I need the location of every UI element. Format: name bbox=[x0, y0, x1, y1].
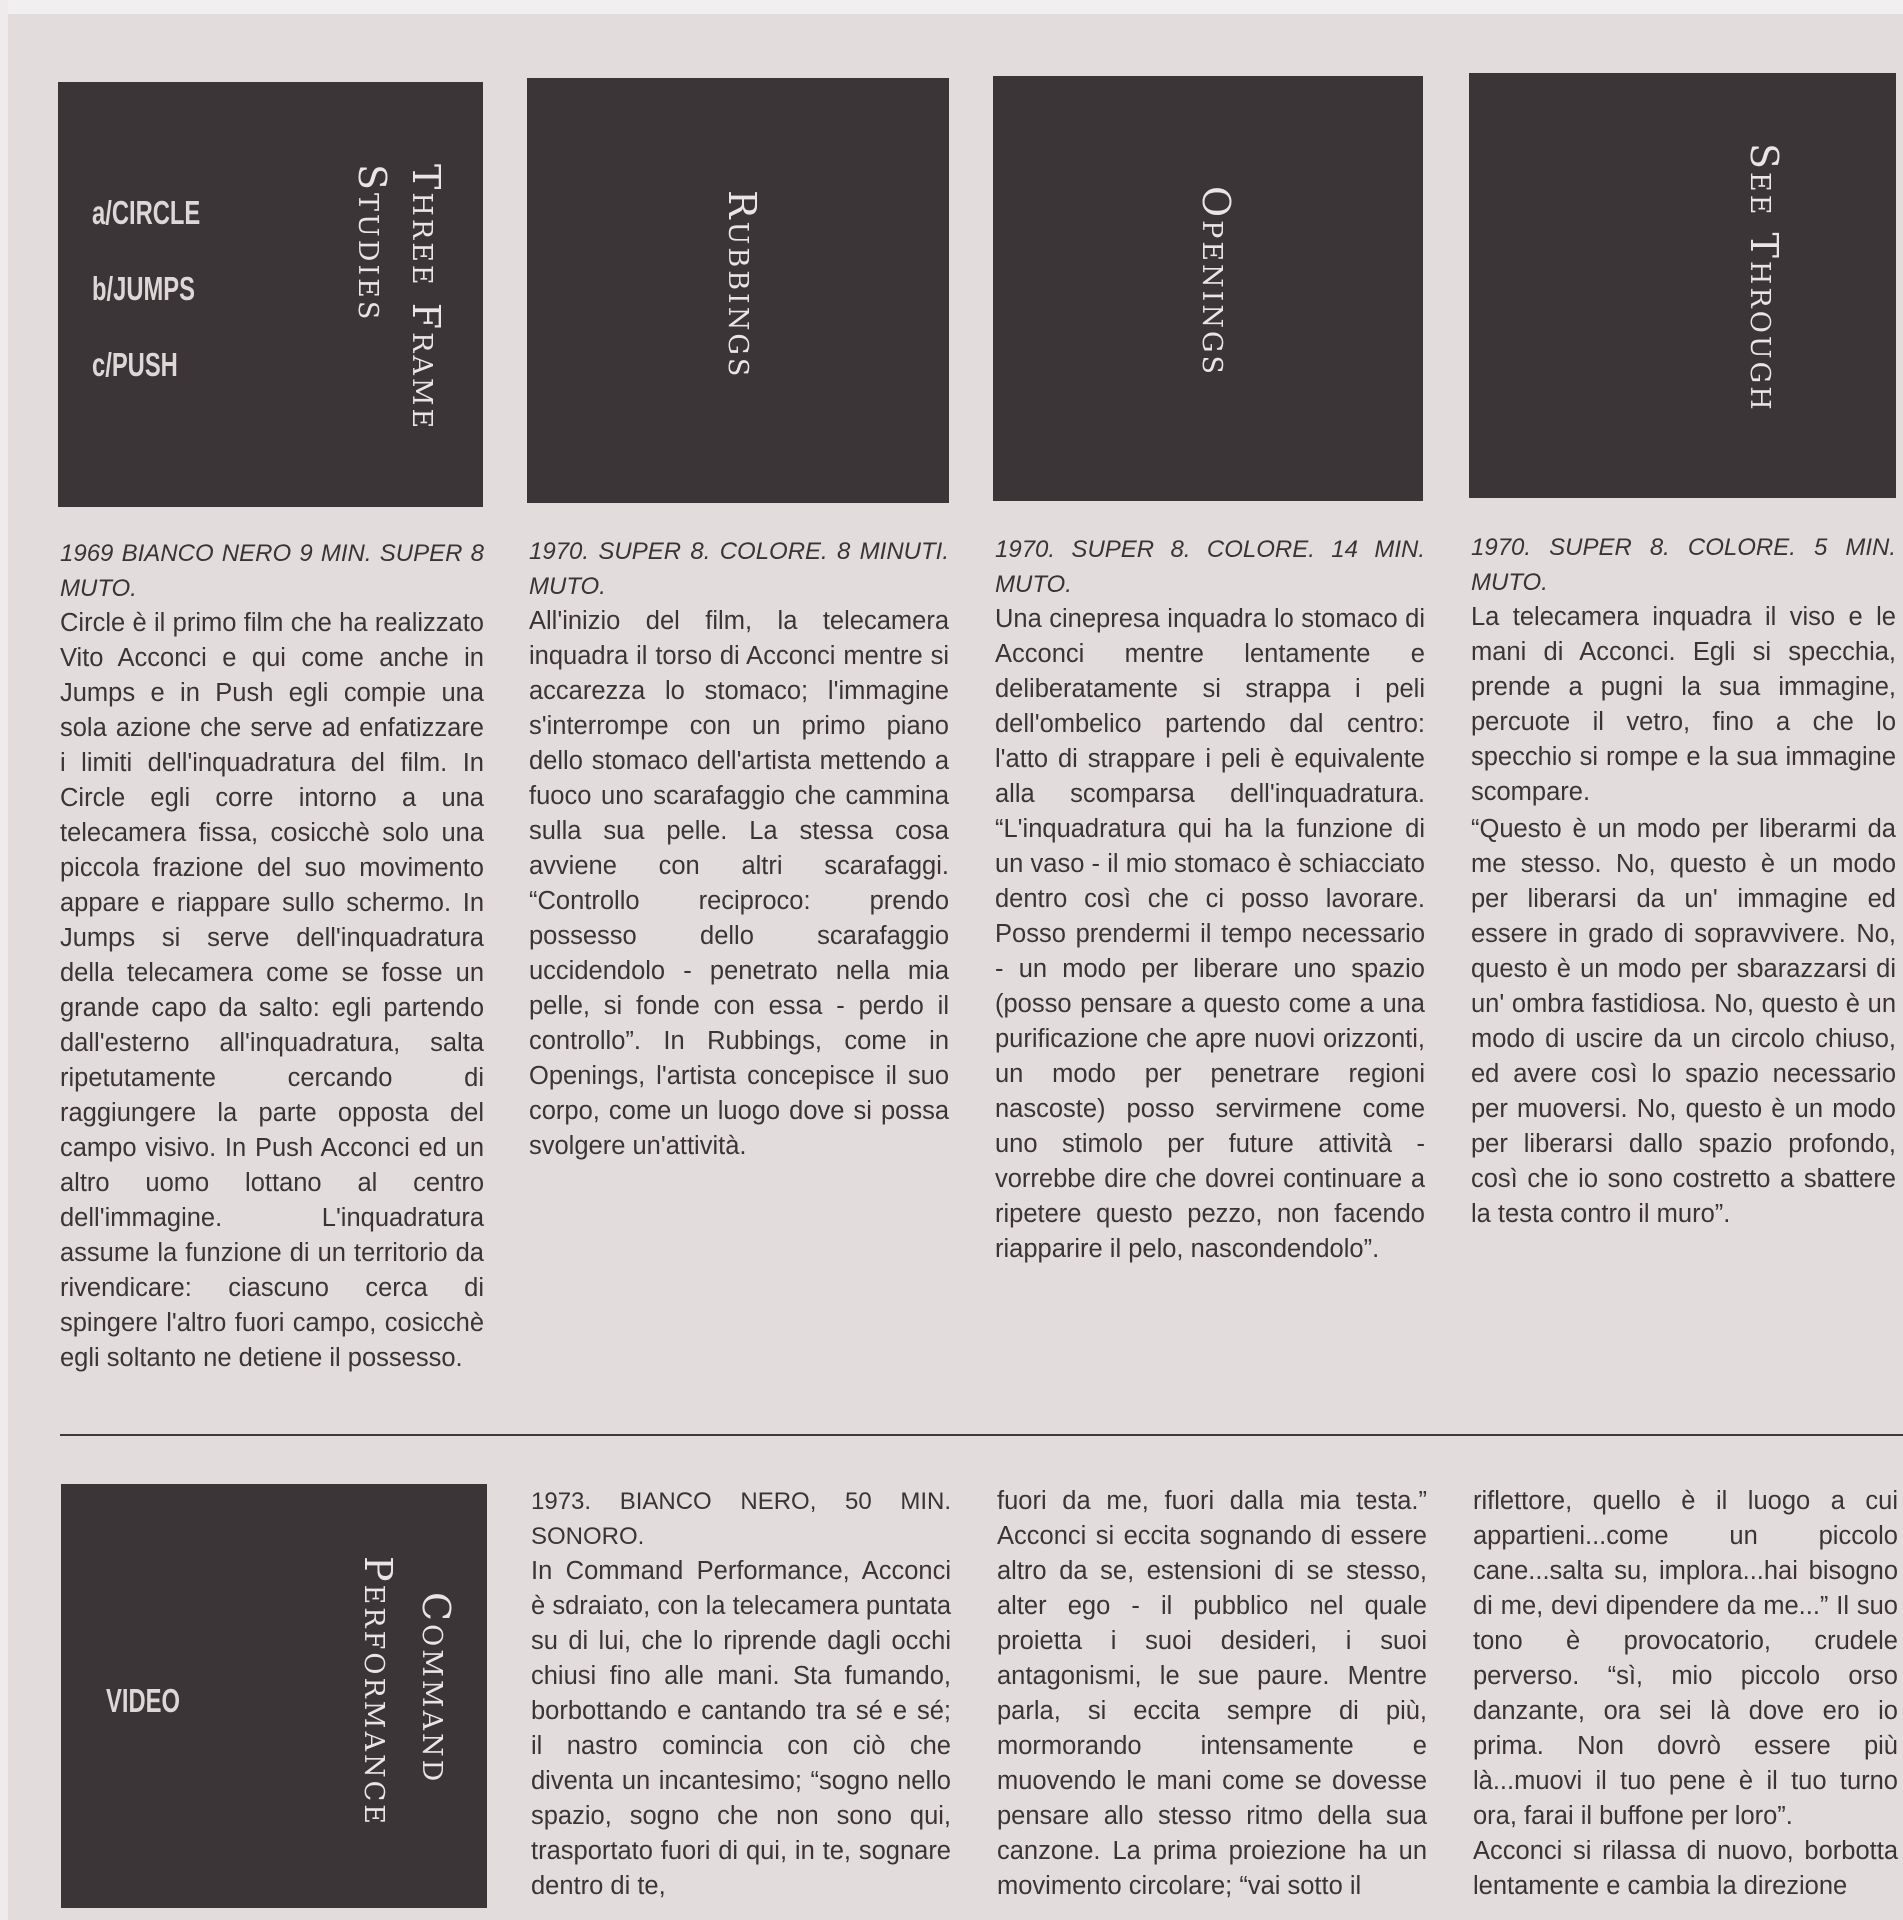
film-body: Circle è il primo film che ha realizzato Vito Acconci e qui come anche in Jumps e in Push egli compie una sola azione che serve ad enfatizzare i limiti dell'inquadratura del film. In Circle egli corre intorno a una telecamera fissa, cosicchè solo una piccola frazione del suo movimento appare e riappare sullo schermo. In Jumps si serve dell'inquadratura della telecamera come se fosse un grande capo da salto: egli partendo dall'esterno all'inquadratura, salta ripetutamente cercando di raggiungere la parte opposta del campo visivo. In Push Acconci ed un altro uomo lottano al centro dell'immagine. L'inquadratura assume la funzione di un territorio da rivendicare: ciascuno cerca di spingere l'altro fuori campo, cosicchè egli soltanto ne detiene il possesso. bbox=[60, 609, 484, 1372]
video-description-col-1 bbox=[531, 1484, 951, 1904]
video-title-box-command-performance bbox=[61, 1484, 487, 1908]
film-title-box-see-through bbox=[1469, 73, 1896, 498]
film-body: La telecamera inquadra il viso e le mani di Acconci. Egli si specchia, prende a pugni la sua immagine, percuote il vetro, fino a che lo specchio si rompe e la sua immagine scompare. bbox=[1471, 603, 1896, 806]
paper-edge-top bbox=[0, 0, 1903, 14]
film-description-three-frame-studies bbox=[60, 536, 484, 1376]
subtitle-push: c/PUSH bbox=[92, 346, 178, 383]
film-body: Una cinepresa inquadra lo stomaco di Acconci mentre lentamente e deliberatamente si strappa i peli dell'ombelico partendo dal centro: l'atto di strappare i peli è equivalente alla scomparsa dell'inquadratura. “L'inquadratura qui ha la funzione di un vaso - il mio stomaco è schiacciato dentro così che ci posso lavorare. Posso prendermi il tempo necessario - un modo per liberare uno spazio (posso pensare a questo come a una purificazione che apre nuovi orizzonti, un modo per penetrare regioni nascoste) posso servirmene come uno stimolo per future attività - vorrebbe dire che dovrei continuare a ripetere questo pezzo, non facendo riapparire il pelo, nascondendolo”. bbox=[995, 605, 1425, 1263]
subtitle-jumps: b/JUMPS bbox=[92, 270, 195, 307]
film-title: Three Frame Studies bbox=[350, 164, 448, 432]
paper-edge-left bbox=[0, 0, 8, 1920]
film-title: Rubbings bbox=[720, 190, 764, 380]
video-title-line-1: Command bbox=[414, 1592, 458, 1785]
video-body-part-2: fuori da me, fuori dalla mia testa.” Acconci si eccita sognando di essere altro da se, estensioni di se stesso, alter ego - il pubblico nel quale proietta i suoi desideri, i suoi antagonismi, le sue paure. Mentre parla, si eccita sempre di più, mormorando intensamente e muovendo le mani come se dovesse pensare allo stesso ritmo della sua canzone. La prima proiezione ha un movimento circolare; “vai sotto il bbox=[997, 1487, 1427, 1900]
film-meta: 1970. SUPER 8. COLORE. 5 MIN. MUTO. bbox=[1471, 534, 1896, 596]
film-title-box-three-frame-studies bbox=[58, 82, 483, 507]
film-title: See Through bbox=[1742, 143, 1786, 413]
video-label: VIDEO bbox=[106, 1682, 180, 1719]
video-meta: 1973. BIANCO NERO, 50 MIN. SONORO. bbox=[531, 1488, 951, 1550]
film-title-box-openings bbox=[993, 76, 1423, 501]
film-meta: 1970. SUPER 8. COLORE. 14 MIN. MUTO. bbox=[995, 536, 1425, 598]
film-meta: 1969 BIANCO NERO 9 MIN. SUPER 8 MUTO. bbox=[60, 540, 484, 602]
film-body-quote: “Questo è un modo per liberarmi da me stesso. No, questo è un modo per liberarsi da un' immagine ed essere in grado di sopravvivere. No, questo è un modo per sbarazzarsi di un' ombra fastidiosa. No, questo è un modo di uscire da un circolo chiuso, ed avere così lo spazio necessario per muoversi. No, questo è un modo per liberarsi dallo spazio profondo, così che io sono costretto a sbattere la testa contro il muro”. bbox=[1471, 815, 1896, 1228]
video-body-part-4: Acconci si rilassa di nuovo, borbotta lentamente e cambia la direzione bbox=[1473, 1837, 1898, 1900]
video-title-line-2: Performance bbox=[356, 1556, 400, 1827]
film-title: Openings bbox=[1194, 186, 1238, 378]
video-description-col-3 bbox=[1473, 1484, 1898, 1904]
section-divider bbox=[60, 1434, 1903, 1436]
film-title-box-rubbings bbox=[527, 78, 949, 503]
video-description-col-2 bbox=[997, 1484, 1427, 1904]
film-description-openings bbox=[995, 532, 1425, 1267]
film-description-rubbings bbox=[529, 534, 949, 1164]
video-body-part-1: In Command Performance, Acconci è sdraiato, con la telecamera puntata su di lui, che lo riprende dagli occhi chiusi fino alle mani. Sta fumando, borbottando e cantando tra sé e sé; il nastro comincia con ciò che diventa un incantesimo; “sogno nello spazio, sogno che non sono qui, trasportato fuori di qui, in te, sognare dentro di te, bbox=[531, 1557, 951, 1900]
video-body-part-3: riflettore, quello è il luogo a cui appartieni...come un piccolo cane...salta su, implora...hai bisogno di me, devi dipendere da me...” Il suo tono è provocatorio, crudele perverso. “sì, mio piccolo orso danzante, ora sei là dove ero io prima. Non dovrò essere più là...muovi il tuo pene è il tuo turno ora, farai il buffone per loro”. bbox=[1473, 1487, 1898, 1830]
film-body: All'inizio del film, la telecamera inquadra il torso di Acconci mentre si accarezza lo stomaco; l'immagine s'interrompe con un primo piano dello stomaco dell'artista mettendo a fuoco uno scarafaggio che cammina sulla sua pelle. La stessa cosa avviene con altri scarafaggi. “Controllo reciproco: prendo possesso dello scarafaggio uccidendolo - penetrato nella mia pelle, si fonde con essa - perdo il controllo”. In Rubbings, come in Openings, l'artista concepisce il suo corpo, come un luogo dove si possa svolgere un'attività. bbox=[529, 607, 949, 1160]
film-meta: 1970. SUPER 8. COLORE. 8 MINUTI. MUTO. bbox=[529, 538, 949, 600]
film-description-see-through bbox=[1471, 530, 1896, 1232]
subtitle-circle: a/CIRCLE bbox=[92, 194, 201, 231]
